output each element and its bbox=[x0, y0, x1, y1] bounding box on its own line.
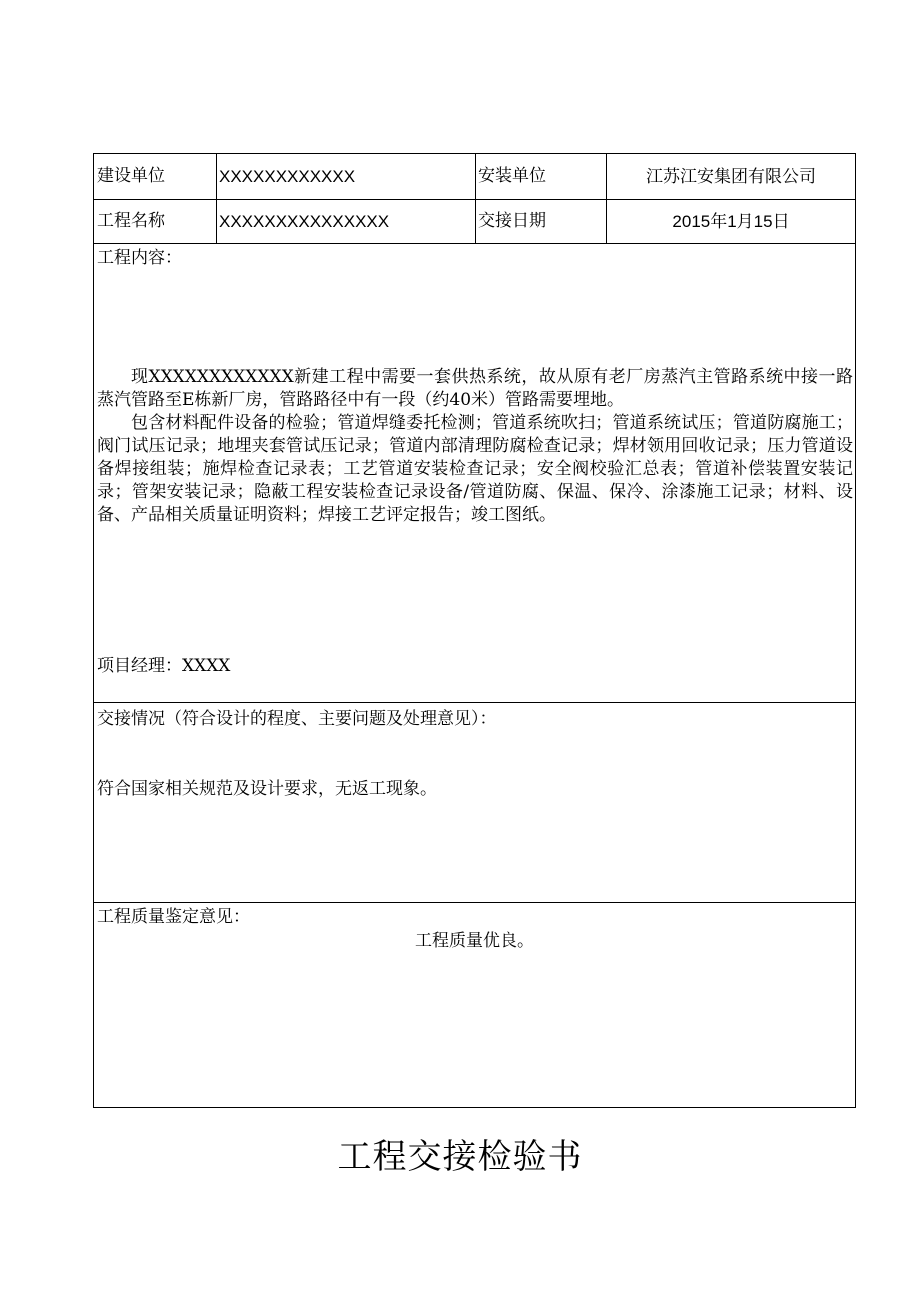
handover-date-value: 2015年1月15日 bbox=[672, 212, 790, 231]
construction-unit-value: XXXXXXXXXXXX bbox=[217, 154, 476, 199]
installation-unit-value: 江苏江安集团有限公司 bbox=[646, 167, 816, 186]
handover-date-label: 交接日期 bbox=[476, 200, 607, 243]
quality-result: 工程质量优良。 bbox=[415, 931, 534, 951]
handover-result: 符合国家相关规范及设计要求，无返工现象。 bbox=[97, 779, 437, 799]
form-row-project bbox=[94, 200, 855, 244]
project-name-value: XXXXXXXXXXXXXXX bbox=[217, 200, 476, 243]
project-name-label: 工程名称 bbox=[94, 200, 217, 243]
document-title: 工程交接检验书 bbox=[337, 1137, 583, 1177]
project-manager: 项目经理：XXXX bbox=[97, 656, 231, 676]
quality-label: 工程质量鉴定意见： bbox=[97, 907, 250, 927]
project-content-text bbox=[97, 366, 853, 527]
handover-section bbox=[94, 703, 855, 903]
project-content-label: 工程内容： bbox=[97, 248, 182, 268]
project-content-paragraph: 包含材料配件设备的检验；管道焊缝委托检测；管道系统吹扫；管道系统试压；管道防腐施工；阀门试压记录；地埋夹套管试压记录；管道内部清理防腐检查记录；焊材领用回收记录；压力管道设备焊接组装；施焊检查记录表；工艺管道安装检查记录；安全阀校验汇总表；管道补偿装置安装记录；管架安装记录；隐蔽工程安装检查记录设备/管道防腐、保温、保冷、涂漆施工记录；材料、设备、产品相关质量证明资料；焊接工艺评定报告；竣工图纸。 bbox=[97, 413, 853, 525]
construction-unit-label: 建设单位 bbox=[94, 154, 217, 199]
project-content-paragraph: 现XXXXXXXXXXXX新建工程中需要一套供热系统，故从原有老厂房蒸汽主管路系统中接一路蒸汽管路至E栋新厂房，管路路径中有一段（约40米）管路需要埋地。 bbox=[97, 367, 853, 410]
quality-section bbox=[94, 903, 855, 1108]
form-row-units bbox=[94, 154, 855, 200]
handover-form-table bbox=[93, 153, 856, 1108]
installation-unit-label: 安装单位 bbox=[476, 154, 607, 199]
project-content-section bbox=[94, 244, 855, 703]
handover-label: 交接情况（符合设计的程度、主要问题及处理意见）： bbox=[97, 709, 497, 729]
